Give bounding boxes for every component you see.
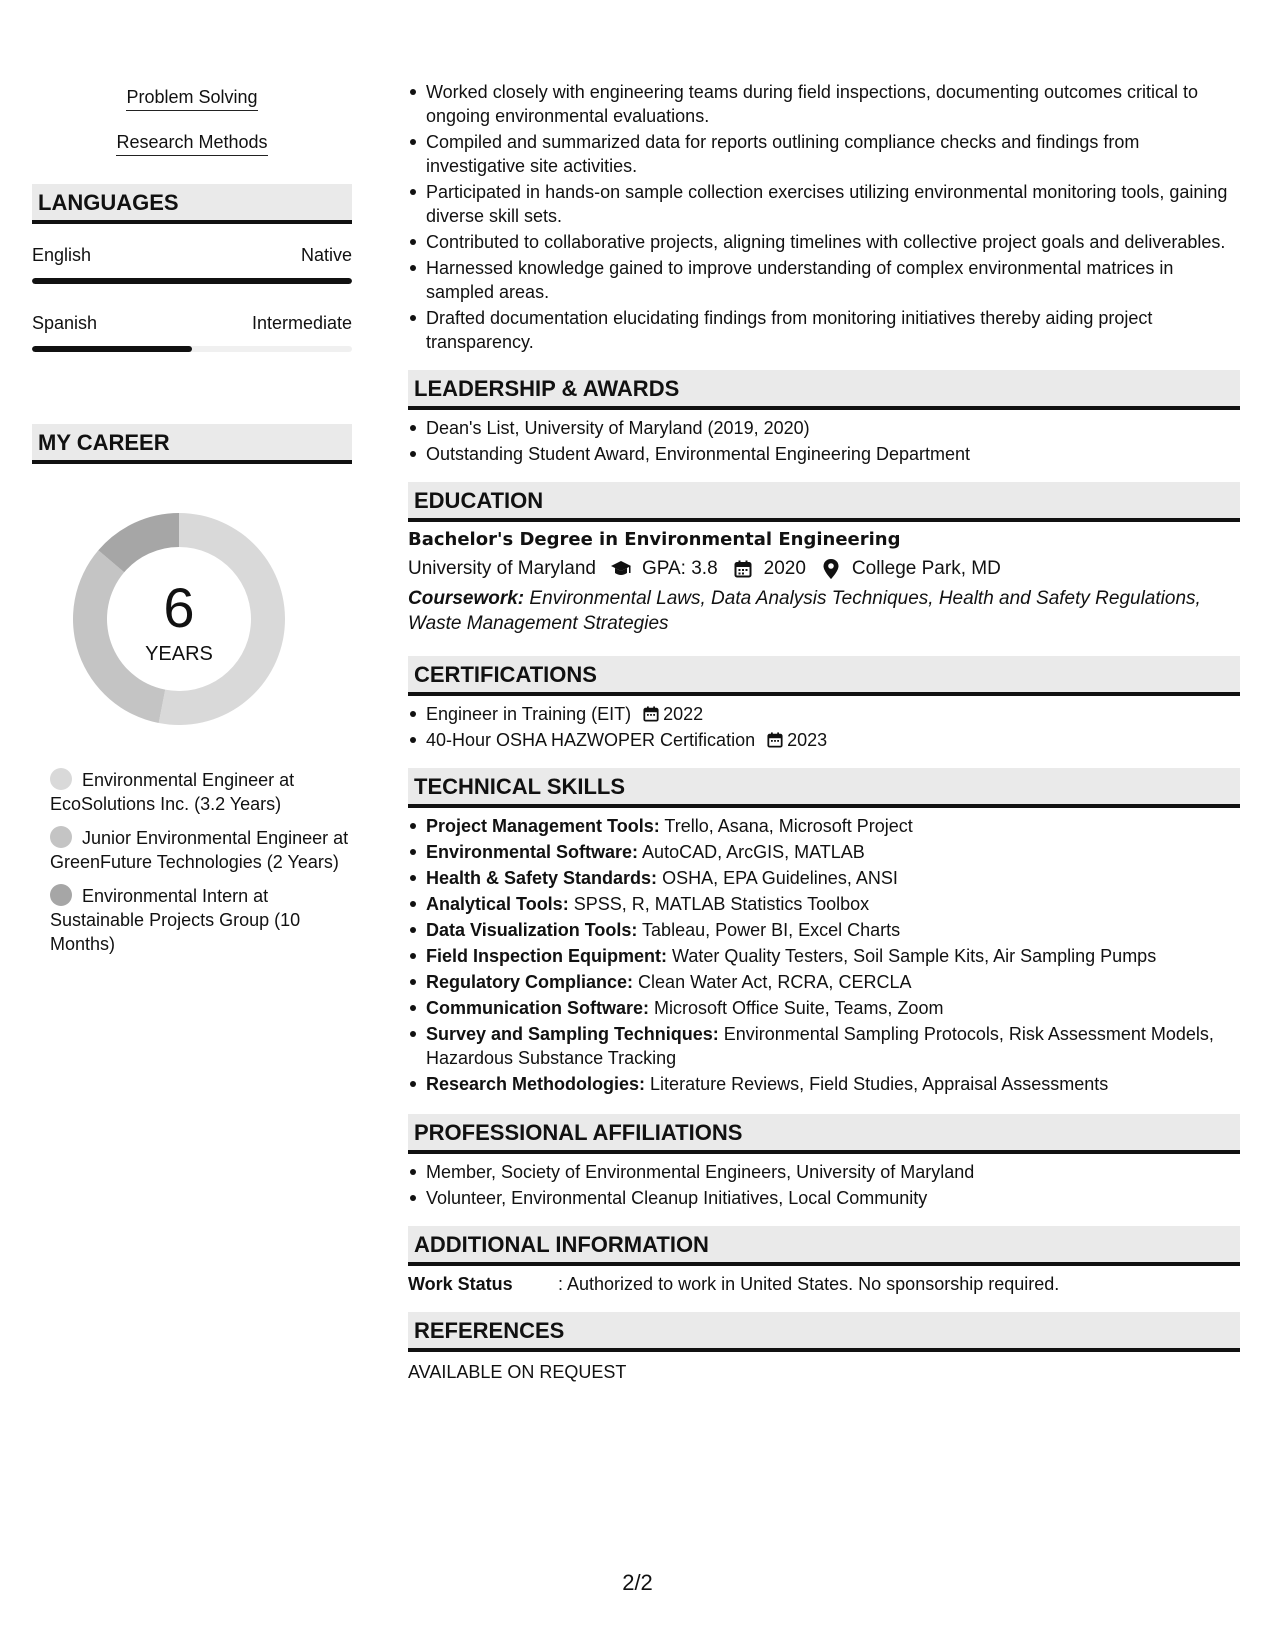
calendar-icon	[643, 706, 659, 722]
graduation-year: 2020	[763, 558, 806, 579]
skill-category: Regulatory Compliance:	[426, 972, 634, 992]
affiliation-item: Volunteer, Environmental Cleanup Initiatives, Local Community	[408, 1186, 1240, 1210]
career-total-unit: YEARS	[145, 643, 213, 665]
technical-skill-item	[408, 814, 1240, 838]
career-legend-item	[32, 884, 352, 956]
experience-bullet: Harnessed knowledge gained to improve understanding of complex environmental matrices in sampled areas.	[408, 256, 1240, 304]
education-meta	[408, 556, 1240, 582]
certifications-heading: CERTIFICATIONS	[408, 656, 1240, 696]
legend-dot-icon	[50, 768, 72, 790]
graduation-cap-icon	[610, 558, 632, 580]
degree-title: Bachelor's Degree in Environmental Engineering	[408, 529, 901, 550]
location-pin-icon	[820, 558, 842, 580]
skill-values: OSHA, EPA Guidelines, ANSI	[657, 868, 898, 888]
language-item	[32, 244, 352, 284]
coursework-label: Coursework:	[408, 588, 525, 609]
career-label: Environmental Engineer at EcoSolutions Inc. (3.2 Years)	[50, 770, 295, 814]
skill-values: Tableau, Power BI, Excel Charts	[637, 920, 901, 940]
legend-dot-icon	[50, 826, 72, 848]
experience-bullet: Contributed to collaborative projects, aligning timelines with collective project goals and deliverables.	[408, 230, 1240, 254]
language-name: Spanish	[32, 313, 98, 333]
skill-category: Survey and Sampling Techniques:	[426, 1024, 719, 1044]
technical-skill-item	[408, 996, 1240, 1020]
main-content	[408, 80, 1240, 1384]
language-item	[32, 312, 352, 352]
affiliations-list	[408, 1160, 1240, 1210]
affiliation-item: Member, Society of Environmental Engineers, University of Maryland	[408, 1160, 1240, 1184]
calendar-icon	[767, 732, 783, 748]
technical-skill-item	[408, 970, 1240, 994]
skill-category: Analytical Tools:	[426, 894, 569, 914]
technical-skill-item	[408, 866, 1240, 890]
skill-values: Environmental Sampling Protocols, Risk Assessment Models, Hazardous Substance Tracking	[426, 1024, 1214, 1068]
references-heading: REFERENCES	[408, 1312, 1240, 1352]
language-level: Native	[300, 245, 352, 265]
language-bar	[32, 346, 352, 352]
skill-values: Trello, Asana, Microsoft Project	[659, 816, 913, 836]
gpa: GPA: 3.8	[641, 558, 718, 579]
leadership-heading: LEADERSHIP & AWARDS	[408, 370, 1240, 410]
experience-bullets	[408, 80, 1240, 354]
leadership-item: Outstanding Student Award, Environmental Engineering Department	[408, 442, 1240, 466]
technical-skill-item	[408, 944, 1240, 968]
skill-category: Environmental Software:	[426, 842, 639, 862]
technical-skills-heading: TECHNICAL SKILLS	[408, 768, 1240, 808]
skill-values: Clean Water Act, RCRA, CERCLA	[633, 972, 912, 992]
career-heading: MY CAREER	[32, 424, 352, 464]
career-label: Environmental Intern at Sustainable Projects Group (10 Months)	[50, 886, 301, 954]
language-level: Intermediate	[251, 313, 352, 333]
affiliations-heading: PROFESSIONAL AFFILIATIONS	[408, 1114, 1240, 1154]
calendar-icon	[732, 558, 754, 580]
technical-skill-item	[408, 892, 1240, 916]
skill-values: SPSS, R, MATLAB Statistics Toolbox	[568, 894, 870, 914]
work-status-value: : Authorized to work in United States. No sponsorship required.	[558, 1274, 1060, 1294]
references-text: AVAILABLE ON REQUEST	[408, 1362, 627, 1382]
career-legend-item	[32, 826, 352, 874]
skill-values: Water Quality Testers, Soil Sample Kits, Air Sampling Pumps	[667, 946, 1157, 966]
leadership-list	[408, 416, 1240, 466]
coursework-list: Environmental Laws, Data Analysis Techniques, Health and Safety Regulations, Waste Management Strategies	[408, 588, 1201, 634]
language-bar-fill	[32, 278, 352, 284]
school-name: University of Maryland	[408, 558, 596, 579]
sidebar	[32, 86, 352, 966]
technical-skill-item	[408, 918, 1240, 942]
certifications-list	[408, 702, 1240, 752]
languages-heading: LANGUAGES	[32, 184, 352, 224]
career-donut	[66, 506, 292, 732]
certification-item	[408, 702, 1240, 726]
skill-category: Project Management Tools:	[426, 816, 660, 836]
career-label: Junior Environmental Engineer at GreenFuture Technologies (2 Years)	[50, 828, 349, 872]
experience-bullet: Compiled and summarized data for reports outlining compliance checks and findings from investigative site activities.	[408, 130, 1240, 178]
coursework	[408, 586, 1240, 636]
skill-values: Literature Reviews, Field Studies, Appraisal Assessments	[645, 1074, 1109, 1094]
skill-category: Research Methodologies:	[426, 1074, 646, 1094]
education-heading: EDUCATION	[408, 482, 1240, 522]
skill-label: Research Methods	[116, 131, 267, 156]
career-legend-item	[32, 768, 352, 816]
skill-category: Communication Software:	[426, 998, 650, 1018]
school-location: College Park, MD	[851, 558, 1001, 579]
career-legend	[32, 768, 352, 956]
technical-skill-item	[408, 840, 1240, 864]
skill-tag	[32, 86, 352, 111]
certification-item	[408, 728, 1240, 752]
skill-label: Problem Solving	[126, 86, 257, 111]
technical-skills-list	[408, 814, 1240, 1096]
certification-year: 2022	[663, 704, 704, 724]
skill-category: Health & Safety Standards:	[426, 868, 658, 888]
work-status-row	[408, 1272, 1240, 1296]
language-name: English	[32, 245, 92, 265]
experience-bullet: Drafted documentation elucidating findings from monitoring initiatives thereby aiding project transparency.	[408, 306, 1240, 354]
certification-name: 40-Hour OSHA HAZWOPER Certification	[426, 730, 756, 750]
technical-skill-item	[408, 1072, 1240, 1096]
skill-tag	[32, 131, 352, 156]
education-entry	[408, 528, 1240, 636]
experience-bullet: Participated in hands-on sample collection exercises utilizing environmental monitoring tools, gaining diverse skill sets.	[408, 180, 1240, 228]
leadership-item: Dean's List, University of Maryland (2019, 2020)	[408, 416, 1240, 440]
skill-category: Data Visualization Tools:	[426, 920, 638, 940]
skill-values: Microsoft Office Suite, Teams, Zoom	[649, 998, 944, 1018]
certification-year: 2023	[787, 730, 828, 750]
career-total-years: 6	[163, 576, 195, 639]
work-status-key: Work Status	[408, 1274, 513, 1294]
certification-name: Engineer in Training (EIT)	[426, 704, 632, 724]
legend-dot-icon	[50, 884, 72, 906]
additional-info-heading: ADDITIONAL INFORMATION	[408, 1226, 1240, 1266]
experience-bullet: Worked closely with engineering teams during field inspections, documenting outcomes critical to ongoing environmental evaluations.	[408, 80, 1240, 128]
skill-category: Field Inspection Equipment:	[426, 946, 668, 966]
language-bar	[32, 278, 352, 284]
language-bar-fill	[32, 346, 192, 352]
page-number: 2/2	[622, 1570, 653, 1595]
technical-skill-item	[408, 1022, 1240, 1070]
skill-values: AutoCAD, ArcGIS, MATLAB	[638, 842, 865, 862]
